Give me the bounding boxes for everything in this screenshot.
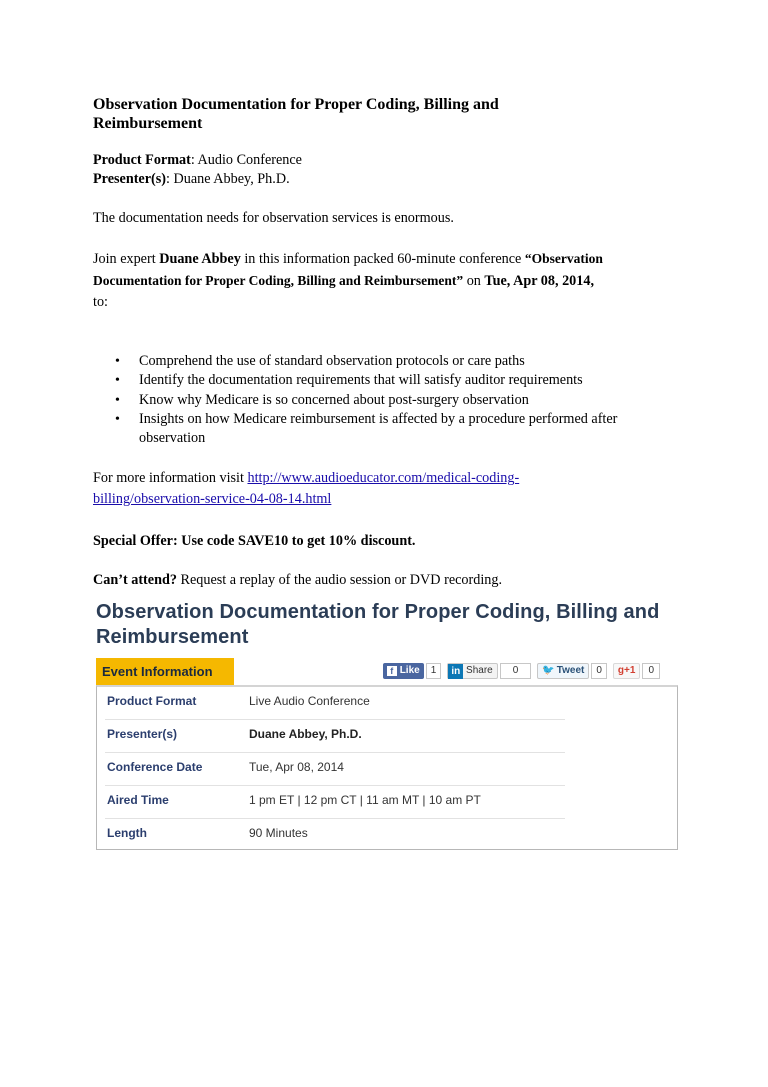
special-offer: Special Offer: Use code SAVE10 to get 10% discount.: [93, 533, 416, 550]
join-text-4: to:: [93, 294, 108, 310]
cant-attend-label: Can’t attend?: [93, 572, 177, 589]
presenter-line: [93, 170, 693, 189]
event-info-table: [96, 685, 678, 850]
table-row: [97, 687, 677, 720]
row-label: Aired Time: [107, 793, 169, 807]
bullet-icon: •: [115, 411, 120, 427]
row-label: Presenter(s): [107, 727, 178, 741]
list-item: • Identify the documentation requirements that will satisfy auditor requirements: [93, 371, 693, 390]
linkedin-count: 0: [500, 663, 532, 679]
presenter-label: Presenter(s): [93, 171, 167, 187]
intro-paragraph: The documentation needs for observation services is enormous.: [93, 210, 454, 226]
join-text-1: Join expert: [93, 251, 160, 267]
facebook-count: 1: [426, 663, 442, 679]
tweet-button[interactable]: 🐦 Tweet: [537, 663, 589, 679]
google-plus-button[interactable]: g+1: [613, 663, 641, 679]
bullet-icon: •: [115, 373, 120, 389]
table-row: [97, 753, 677, 786]
document-title: Observation Documentation for Proper Coding, Billing and Reimbursement: [93, 96, 499, 132]
list-item: • Comprehend the use of standard observation protocols or care paths: [93, 352, 693, 371]
join-conference-title: “Observation Documentation for Proper Coding, Billing and Reimbursement”: [93, 251, 603, 288]
event-screenshot: [96, 600, 678, 850]
tab-event-information[interactable]: Event Information: [96, 658, 234, 685]
row-value: Live Audio Conference: [249, 694, 370, 708]
social-share-bar: [383, 663, 666, 681]
cant-attend-text: Request a replay of the audio session or DVD recording.: [176, 572, 502, 589]
facebook-icon: f: [387, 666, 397, 676]
more-info-link[interactable]: http://www.audioeducator.com/medical-coding-billing/observation-service-04-08-14.html: [93, 470, 520, 508]
presenter-value: : Duane Abbey, Ph.D.: [166, 171, 290, 187]
row-label: Conference Date: [107, 760, 203, 774]
list-item: • Know why Medicare is so concerned about post-surgery observation: [93, 391, 693, 410]
linkedin-icon: in: [448, 664, 463, 679]
document-page: [93, 95, 693, 590]
join-presenter-name: Duane Abbey: [159, 251, 241, 267]
join-paragraph: [93, 248, 693, 313]
table-row: [97, 720, 677, 753]
row-value: Tue, Apr 08, 2014: [249, 760, 344, 774]
row-value: 90 Minutes: [249, 826, 308, 840]
event-title: Observation Documentation for Proper Coding, Billing and Reimbursement: [96, 601, 660, 648]
cant-attend-line: [93, 571, 693, 590]
facebook-like-button[interactable]: f Like: [383, 663, 424, 679]
list-item: • Insights on how Medicare reimbursement is affected by a procedure performed after observation: [115, 410, 618, 447]
more-info-paragraph: For more information visit http://www.audioeducator.com/medical-coding-billing/observation-service-04-08-14.html: [93, 470, 520, 508]
row-value: Duane Abbey, Ph.D.: [249, 727, 362, 741]
join-text-2: in this information packed 60-minute conference: [240, 251, 525, 267]
product-format-label: Product Format: [93, 152, 191, 168]
objectives-list: [93, 352, 693, 448]
join-text-3: on: [463, 273, 485, 289]
event-tab-row: [96, 658, 678, 685]
tweet-count: 0: [591, 663, 607, 679]
row-value: 1 pm ET | 12 pm CT | 11 am MT | 10 am PT: [249, 793, 481, 807]
bullet-icon: •: [115, 392, 120, 408]
google-plus-count: 0: [642, 663, 660, 679]
product-format-line: [93, 151, 693, 170]
table-row: [97, 786, 677, 819]
bullet-icon: •: [115, 354, 120, 369]
product-format-value: : Audio Conference: [190, 152, 302, 168]
twitter-bird-icon: 🐦: [542, 665, 555, 676]
row-label: Length: [107, 826, 147, 840]
table-row: [97, 819, 677, 852]
join-date: Tue, Apr 08, 2014,: [484, 273, 595, 289]
linkedin-share-button[interactable]: in Share: [447, 663, 497, 679]
row-label: Product Format: [107, 694, 197, 708]
